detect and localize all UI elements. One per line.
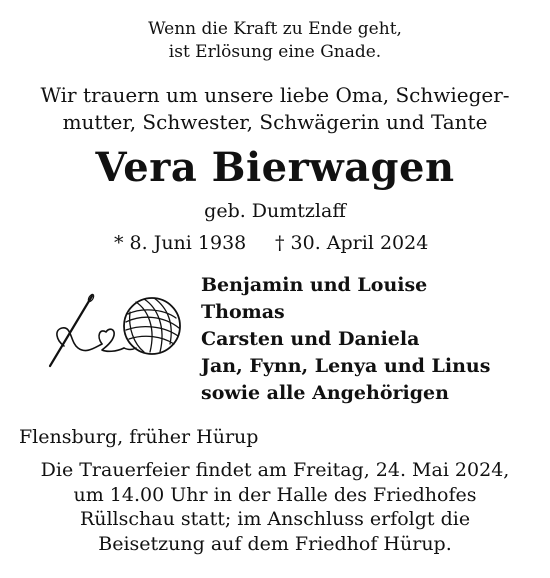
mourner-line-4: Jan, Fynn, Lenya und Linus xyxy=(201,355,491,377)
funeral-notice-line-4: Beisetzung auf dem Friedhof Hürup. xyxy=(98,532,452,555)
intro-line-2: mutter, Schwester, Schwägerin und Tante xyxy=(62,110,488,134)
death-date: † 30. April 2024 xyxy=(275,232,429,254)
funeral-notice-line-3: Rüllschau statt; im Anschluss erfolgt die xyxy=(79,508,471,530)
mourner-line-5: sowie alle Angehörigen xyxy=(201,382,449,404)
funeral-notice-line-2: um 14.00 Uhr in der Halle des Friedhofes xyxy=(73,483,477,506)
mourner-line-1: Benjamin und Louise xyxy=(201,274,428,296)
yarn-ball-needle-heart-icon xyxy=(44,284,184,374)
funeral-notice-line-1: Die Trauerfeier findet am Freitag, 24. Mai 2024, xyxy=(40,459,510,481)
mourner-line-3: Carsten und Daniela xyxy=(201,328,420,350)
mourner-line-2: Thomas xyxy=(201,301,285,323)
place: Flensburg, früher Hürup xyxy=(19,426,259,448)
intro-line-1: Wir trauern um unsere liebe Oma, Schwieger- xyxy=(40,83,510,107)
birth-name: geb. Dumtzlaff xyxy=(204,200,346,222)
birth-date: * 8. Juni 1938 xyxy=(114,232,247,254)
deceased-name: Vera Bierwagen xyxy=(95,144,455,191)
quote-line-1: Wenn die Kraft zu Ende geht, xyxy=(148,19,402,39)
quote-line-2: ist Erlösung eine Gnade. xyxy=(168,42,382,62)
